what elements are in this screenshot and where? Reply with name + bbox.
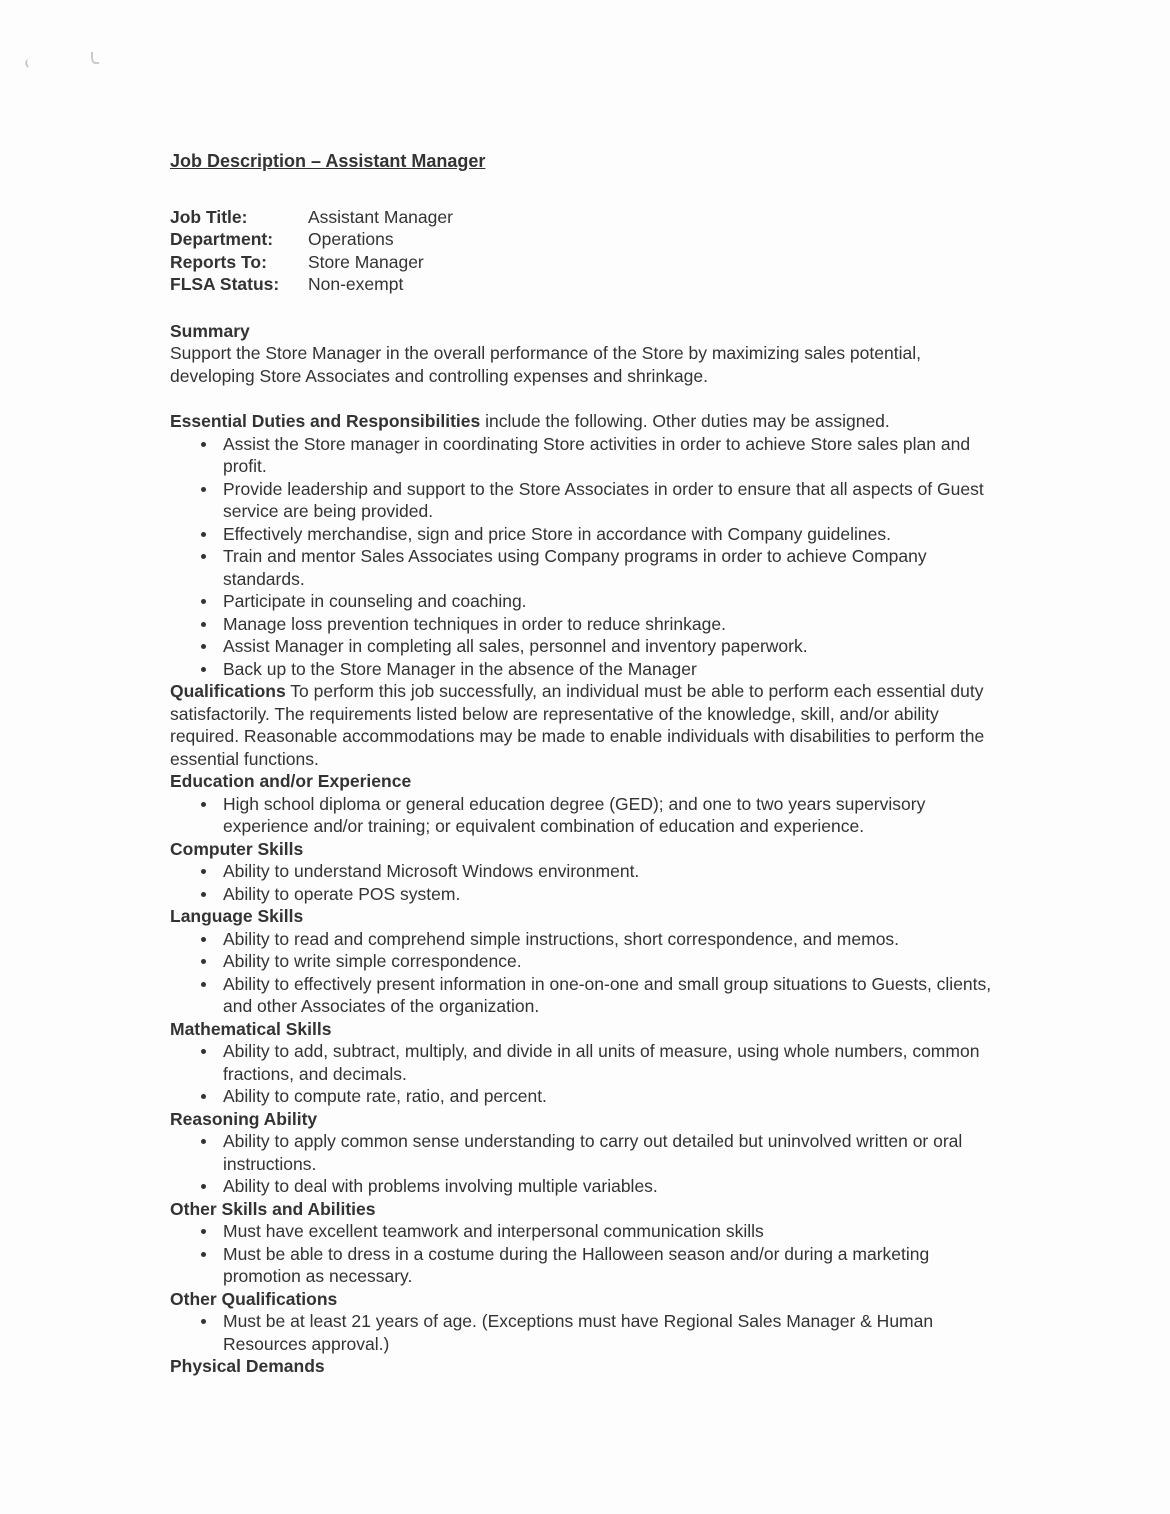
meta-row-job-title [170,206,1008,229]
other-qualifications-bullet-list [170,1310,1008,1355]
bullet-item: Ability to deal with problems involving multiple variables. [222,1175,1008,1198]
bullet-item: Must have excellent teamwork and interpersonal communication skills [222,1220,1008,1243]
computer-skills-bullet-list [170,860,1008,905]
other-skills-heading: Other Skills and Abilities [170,1198,376,1219]
section-reasoning-ability [170,1108,1008,1198]
job-meta-block [170,206,1008,296]
bullet-item: Ability to understand Microsoft Windows environment. [222,860,1008,883]
meta-label: FLSA Status: [170,274,280,294]
scan-artifact-mark [91,52,99,64]
meta-value: Operations [308,229,394,249]
bullet-item: Train and mentor Sales Associates using Company programs in order to achieve Company standards. [222,545,1008,590]
physical-demands-heading: Physical Demands [170,1356,325,1376]
bullet-item: Assist the Store manager in coordinating Store activities in order to achieve Store sales plan and profit. [222,433,1008,478]
bullet-item: Provide leadership and support to the Store Associates in order to ensure that all aspects of Guest service are being provided. [222,478,1008,523]
duties-heading: Essential Duties and Responsibilities [170,411,481,431]
mathematical-skills-heading: Mathematical Skills [170,1018,332,1039]
section-other-qualifications [170,1288,1008,1356]
section-education-experience [170,770,1008,838]
duties-intro: include the following. Other duties may be assigned. [480,411,890,431]
language-skills-bullet-list [170,928,1008,1018]
meta-value: Non-exempt [308,274,404,294]
bullet-item: Ability to effectively present information in one-on-one and small group situations to Guests, clients, and other Associates of the organization. [222,973,1008,1018]
other-skills-bullet-list [170,1220,1008,1288]
bullet-item: Effectively merchandise, sign and price Store in accordance with Company guidelines. [222,523,1008,546]
bullet-item: Participate in counseling and coaching. [222,590,1008,613]
meta-row-reports-to [170,251,1008,274]
meta-label: Reports To: [170,251,267,272]
section-essential-duties [170,410,1008,680]
other-qualifications-heading: Other Qualifications [170,1288,338,1309]
summary-body: Support the Store Manager in the overall performance of the Store by maximizing sales potential, developing Store Associates and controlling expenses and shrinkage. [170,343,921,386]
qualifications-heading: Qualifications [170,681,286,701]
section-physical-demands [170,1355,1008,1378]
scan-artifact-mark [24,57,35,68]
education-heading: Education and/or Experience [170,771,412,791]
bullet-item: Must be able to dress in a costume during the Halloween season and/or during a marketing promotion as necessary. [222,1243,1008,1288]
section-computer-skills [170,838,1008,906]
meta-label: Job Title: [170,206,248,227]
language-skills-heading: Language Skills [170,906,304,926]
duties-intro-line [170,410,1008,433]
meta-label: Department: [170,229,274,249]
bullet-item: High school diploma or general education degree (GED); and one to two years supervisory experience and/or training; or equivalent combination of education and experience. [222,793,1008,838]
document-content [170,150,1008,1378]
bullet-item: Ability to read and comprehend simple instructions, short correspondence, and memos. [222,928,1008,951]
meta-row-flsa-status [170,273,1008,296]
mathematical-skills-bullet-list [170,1040,1008,1108]
bullet-item: Back up to the Store Manager in the absence of the Manager [222,658,1008,681]
bullet-item: Assist Manager in completing all sales, personnel and inventory paperwork. [222,635,1008,658]
document-title: Job Description – Assistant Manager [170,151,486,171]
meta-value: Store Manager [308,251,424,272]
meta-value: Assistant Manager [308,206,453,227]
meta-row-department [170,228,1008,251]
education-bullet-list [170,793,1008,838]
bullet-item: Ability to apply common sense understanding to carry out detailed but uninvolved written or oral instructions. [222,1130,1008,1175]
section-qualifications [170,680,1008,770]
bullet-item: Ability to add, subtract, multiply, and divide in all units of measure, using whole numbers, common fractions, and decimals. [222,1040,1008,1085]
reasoning-ability-heading: Reasoning Ability [170,1108,318,1129]
summary-heading: Summary [170,320,250,341]
reasoning-ability-bullet-list [170,1130,1008,1198]
section-language-skills [170,905,1008,1018]
qualifications-paragraph [170,680,1008,770]
bullet-item: Manage loss prevention techniques in order to reduce shrinkage. [222,613,1008,636]
bullet-item: Must be at least 21 years of age. (Exceptions must have Regional Sales Manager & Human Resources approval.) [222,1310,1008,1355]
qualifications-body: To perform this job successfully, an individual must be able to perform each essential duty satisfactorily. The requirements listed below are representative of the knowledge, skill, and/or ability required. Reasonable accommodations may be made to enable individuals with disabilities to perform the essential functions. [170,681,985,769]
bullet-item: Ability to operate POS system. [222,883,1008,906]
section-other-skills [170,1198,1008,1288]
duties-bullet-list [170,433,1008,681]
bullet-item: Ability to compute rate, ratio, and percent. [222,1085,1008,1108]
bullet-item: Ability to write simple correspondence. [222,950,1008,973]
computer-skills-heading: Computer Skills [170,838,304,859]
section-summary [170,320,1008,388]
section-mathematical-skills [170,1018,1008,1108]
